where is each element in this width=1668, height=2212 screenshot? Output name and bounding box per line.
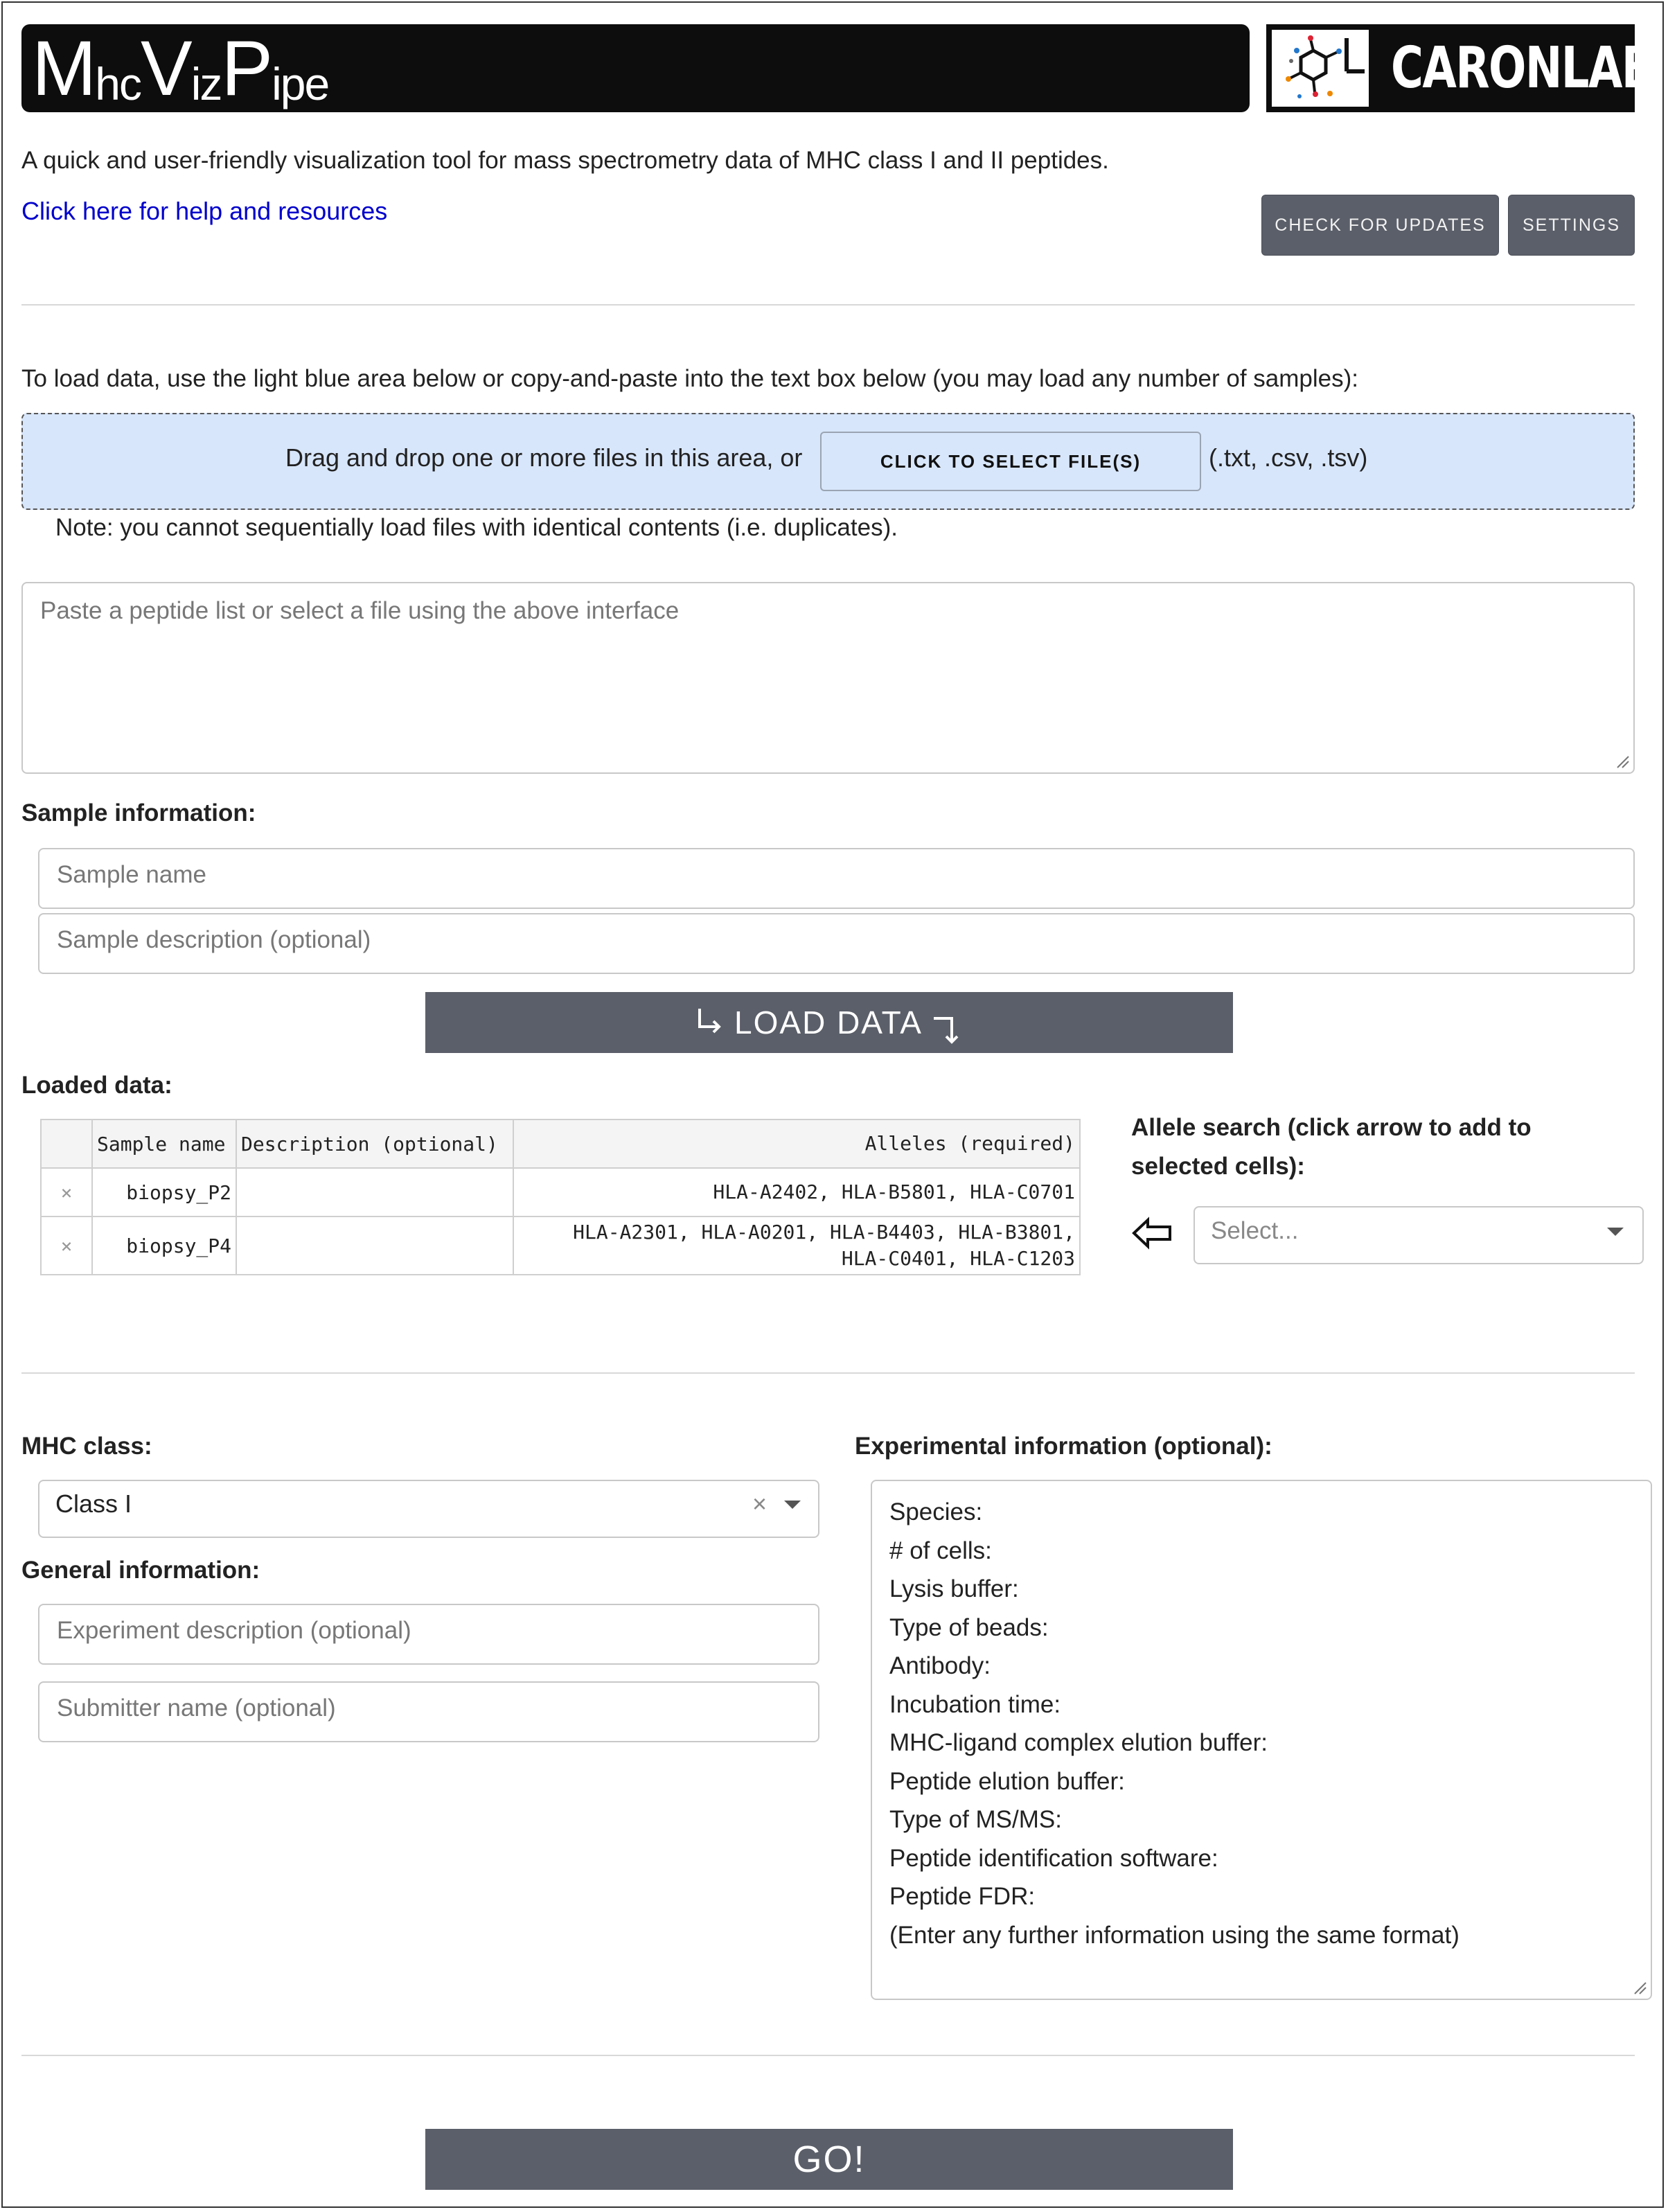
- title-part: P: [221, 24, 272, 112]
- select-files-button[interactable]: CLICK TO SELECT FILE(S): [820, 432, 1201, 491]
- exp-info-line: Type of beads:: [889, 1613, 1049, 1641]
- dropzone-text: Drag and drop one or more files in this area, or: [285, 443, 803, 472]
- allele-search-placeholder: Select...: [1211, 1217, 1299, 1244]
- exp-info-line: Peptide FDR:: [889, 1883, 1036, 1910]
- title-part: V: [141, 24, 191, 112]
- load-data-button[interactable]: [425, 992, 1233, 1053]
- arrow-down-right-icon: [694, 1006, 725, 1039]
- exp-info-line: Peptide identification software:: [889, 1844, 1218, 1872]
- sample-name-cell[interactable]: biopsy_P2: [92, 1168, 236, 1216]
- chevron-down-icon[interactable]: [784, 1501, 801, 1509]
- description-cell[interactable]: [236, 1168, 513, 1216]
- go-button[interactable]: GO!: [425, 2129, 1233, 2190]
- table-header: Alleles (required): [513, 1120, 1080, 1168]
- load-data-label: LOAD DATA: [734, 1005, 923, 1041]
- chevron-down-icon[interactable]: [1607, 1228, 1624, 1236]
- description-cell[interactable]: [236, 1216, 513, 1275]
- duplicate-note: Note: you cannot sequentially load files with identical contents (i.e. duplicates).: [55, 514, 898, 541]
- divider: [21, 2055, 1635, 2056]
- exp-info-line: Species:: [889, 1498, 983, 1525]
- alleles-line: HLA-A2402, HLA-B5801, HLA-C0701: [713, 1180, 1075, 1203]
- table-header-empty: [41, 1120, 92, 1168]
- remove-row-icon[interactable]: ×: [41, 1216, 92, 1275]
- exp-info-line: Incubation time:: [889, 1690, 1061, 1718]
- divider: [21, 304, 1635, 306]
- resize-handle-icon[interactable]: [1632, 1980, 1647, 1995]
- mhc-class-value: Class I: [55, 1489, 132, 1518]
- add-allele-arrow-icon[interactable]: [1131, 1216, 1174, 1250]
- loaded-data-label: Loaded data:: [21, 1072, 172, 1099]
- title-part: ipe: [272, 57, 329, 109]
- exp-info-line: # of cells:: [889, 1537, 992, 1564]
- sample-name-placeholder: Sample name: [57, 861, 206, 888]
- resize-handle-icon[interactable]: [1615, 754, 1630, 769]
- molecule-logo-icon: [1272, 30, 1369, 107]
- file-extensions: (.txt, .csv, .tsv): [1209, 443, 1368, 472]
- check-updates-button[interactable]: CHECK FOR UPDATES: [1261, 195, 1499, 256]
- mhc-class-label: MHC class:: [21, 1433, 152, 1460]
- app-title: [32, 24, 328, 112]
- mhc-class-select[interactable]: [38, 1480, 819, 1538]
- exp-info-line: Antibody:: [889, 1652, 991, 1679]
- experiment-description-placeholder: Experiment description (optional): [57, 1617, 411, 1644]
- table-header: Description (optional): [236, 1120, 513, 1168]
- paste-placeholder: Paste a peptide list or select a file using the above interface: [40, 597, 680, 624]
- remove-row-icon[interactable]: ×: [41, 1168, 92, 1216]
- sample-name-input[interactable]: [38, 848, 1635, 909]
- allele-search-label: Allele search (click arrow to add to selected cells):: [1131, 1114, 1532, 1180]
- alleles-cell[interactable]: [513, 1216, 1080, 1275]
- settings-button[interactable]: SETTINGS: [1508, 195, 1635, 256]
- logo-wordmark: CARONLAB: [1391, 35, 1655, 101]
- divider: [21, 1372, 1635, 1374]
- table-header: Sample name: [92, 1120, 236, 1168]
- help-link[interactable]: Click here for help and resources: [21, 197, 388, 225]
- alleles-line: HLA-A2301, HLA-A0201, HLA-B4403, HLA-B3801,: [573, 1221, 1075, 1244]
- title-part: M: [32, 24, 96, 112]
- exp-info-line: Peptide elution buffer:: [889, 1767, 1125, 1795]
- clear-selection-icon[interactable]: ×: [752, 1489, 768, 1518]
- alleles-cell[interactable]: [513, 1168, 1080, 1216]
- exp-info-line: Type of MS/MS:: [889, 1806, 1062, 1833]
- submitter-name-placeholder: Submitter name (optional): [57, 1695, 336, 1722]
- arrow-right-down-icon: [931, 1009, 964, 1050]
- title-part: hc: [95, 57, 141, 109]
- title-part: iz: [190, 57, 222, 109]
- table-row[interactable]: [41, 1216, 1080, 1275]
- load-instructions: To load data, use the light blue area below or copy-and-paste into the text box below (you may load any number of samples):: [21, 365, 1359, 392]
- sample-name-cell[interactable]: biopsy_P4: [92, 1216, 236, 1275]
- general-info-label: General information:: [21, 1557, 260, 1584]
- alleles-line: HLA-C0401, HLA-C1203: [841, 1247, 1075, 1270]
- exp-info-line: (Enter any further information using the same format): [889, 1921, 1460, 1949]
- table-header-row: [41, 1120, 1080, 1168]
- experimental-info-text: [889, 1493, 1460, 1954]
- experimental-info-label: Experimental information (optional):: [855, 1433, 1272, 1460]
- exp-info-line: Lysis buffer:: [889, 1575, 1019, 1602]
- exp-info-line: MHC-ligand complex elution buffer:: [889, 1729, 1268, 1756]
- table-row[interactable]: [41, 1168, 1080, 1216]
- sample-description-placeholder: Sample description (optional): [57, 926, 371, 953]
- tagline: A quick and user-friendly visualization tool for mass spectrometry data of MHC class I and II peptides.: [21, 147, 1109, 174]
- loaded-data-table: [40, 1119, 1081, 1275]
- sample-info-label: Sample information:: [21, 799, 256, 826]
